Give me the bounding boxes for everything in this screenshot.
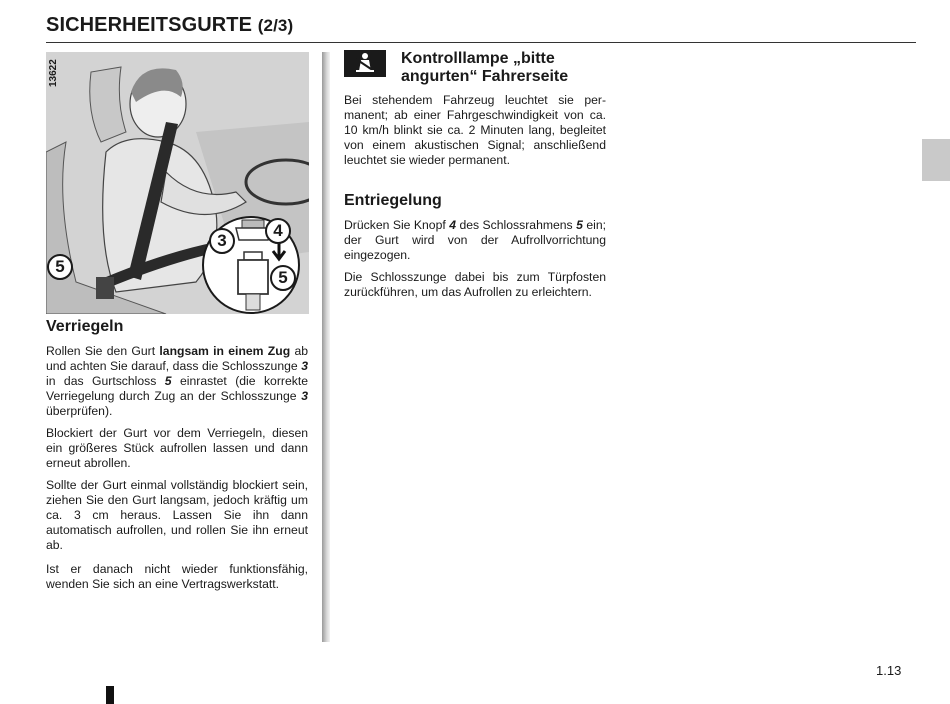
verriegeln-text-run: Rollen Sie den Gurt bbox=[46, 344, 160, 358]
entriegelung-text-run: des Schlossrahmens bbox=[456, 218, 577, 232]
paragraph-verriegeln-2: Blockiert der Gurt vor dem Verriegeln, diesen ein größeres Stück aufrollen lassen und dann erneut abrollen. bbox=[46, 426, 308, 470]
callout-4-button: 4 bbox=[265, 218, 291, 244]
heading-kontrolllampe: Kontrolllampe „bitte angurten“ Fahrerseite bbox=[401, 50, 569, 85]
figure-number: 13622 bbox=[48, 59, 59, 87]
verriegeln-text-run: ab und achten Sie darauf, dass die Schlosszunge bbox=[46, 344, 308, 373]
page-title bbox=[46, 14, 293, 37]
verriegeln-text-run: 3 bbox=[301, 389, 308, 403]
verriegeln-text-run: in das Gurtschloss bbox=[46, 374, 165, 388]
seatbelt-warning-icon bbox=[344, 50, 386, 77]
title-rule bbox=[46, 42, 916, 43]
paragraph-verriegeln-3: Sollte der Gurt einmal vollständig blockiert sein, ziehen Sie den Gurt langsam, jedoch kräftig um ca. 3 cm heraus. Lassen Sie ihn dann automatisch aufrollen, und rollen Sie ihn erneut ab. bbox=[46, 478, 308, 552]
column-divider bbox=[322, 52, 330, 642]
paragraph-kontrolllampe: Bei stehendem Fahrzeug leuchtet sie permanent; ab einer Fahrgeschwindigkeit von ca. 10 km/h blinkt sie ca. 2 Minuten lang, begleitet von einem akustischen Signal; anschließend leuchtet sie wieder permanent. bbox=[344, 93, 606, 167]
heading-entriegelung: Entriegelung bbox=[344, 192, 442, 209]
paragraph-verriegeln-4: Ist er danach nicht wieder funktionsfähig, wenden Sie sich an eine Vertragswerkstatt. bbox=[46, 562, 308, 591]
callout-5-buckle: 5 bbox=[47, 254, 73, 280]
paragraph-verriegeln-1 bbox=[46, 344, 308, 419]
entriegelung-text-run: ein; der Gurt wird von der Aufrollvorrichtung eingezogen. bbox=[344, 218, 606, 262]
paragraph-entriegelung-2: Die Schlosszunge dabei bis zum Türpfosten zurückführen, um das Aufrollen zu erleichtern. bbox=[344, 270, 606, 299]
verriegeln-text-run: 5 bbox=[164, 374, 172, 388]
page-title-text: SICHERHEITSGURTE bbox=[46, 14, 253, 36]
paragraph-entriegelung-1 bbox=[344, 218, 606, 263]
entriegelung-text-run: 5 bbox=[576, 218, 583, 232]
verriegeln-text-run: 3 bbox=[301, 359, 308, 373]
callout-5-frame: 5 bbox=[270, 265, 296, 291]
heading-verriegeln: Verriegeln bbox=[46, 318, 124, 335]
page-title-suffix: (2/3) bbox=[257, 16, 294, 35]
verriegeln-text-run: überprüfen). bbox=[46, 404, 113, 418]
callout-3-tongue: 3 bbox=[209, 228, 235, 254]
page-number: 1.13 bbox=[876, 663, 902, 678]
entriegelung-text-run: Drücken Sie Knopf bbox=[344, 218, 450, 232]
entriegelung-text-run: 4 bbox=[449, 218, 456, 232]
verriegeln-text-run: einrastet (die korrekte Verriegelung durch Zug an der Schlosszunge bbox=[46, 374, 308, 403]
crop-mark bbox=[106, 686, 114, 704]
verriegeln-text-run: langsam in einem Zug bbox=[159, 344, 291, 358]
chapter-side-tab bbox=[922, 139, 950, 181]
